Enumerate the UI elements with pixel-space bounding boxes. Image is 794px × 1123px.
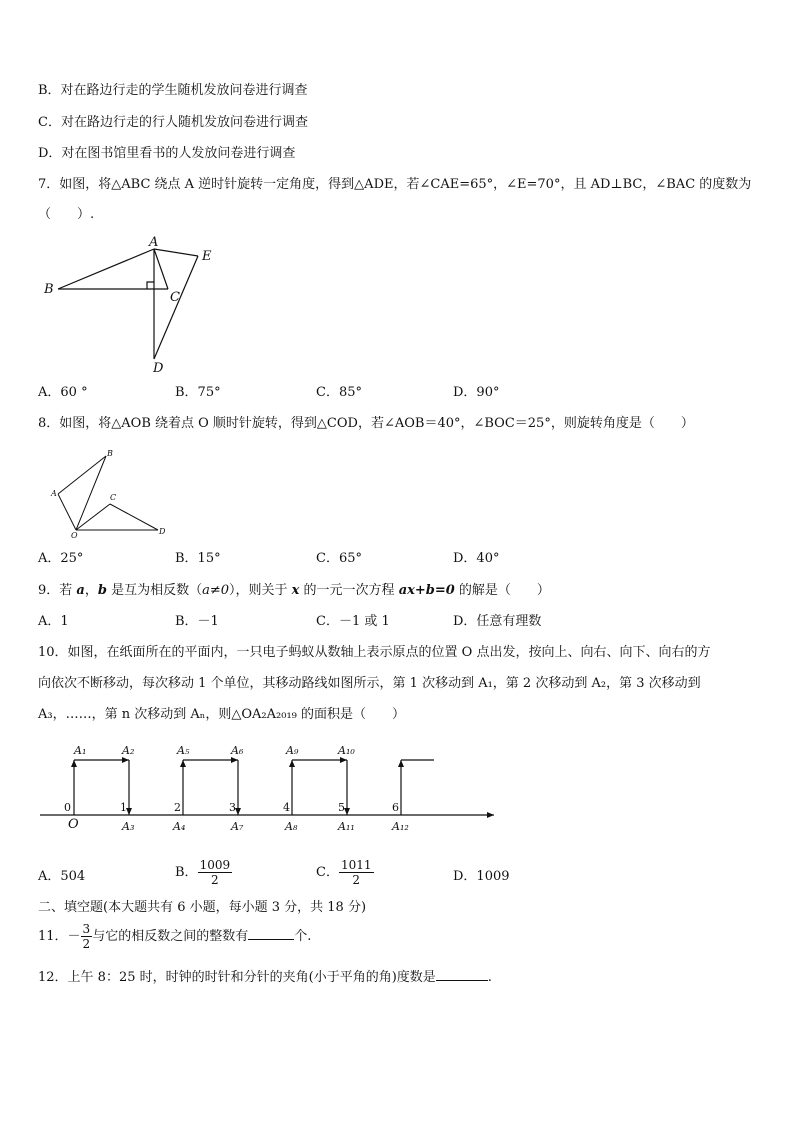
q7-segment-ac (154, 249, 168, 289)
q9-var-a: a (76, 583, 85, 598)
q9-equation: ax+b=0 (398, 583, 455, 598)
q8-option-a: A．25° (38, 551, 84, 566)
q11-numerator: 3 (82, 922, 91, 936)
q9-var-x: x (291, 583, 300, 598)
q9-option-c: C．－1 或 1 (316, 614, 390, 629)
q10-text-line1: 10．如图，在纸面所在的平面内，一只电子蚂蚁从数轴上表示原点的位置 O 点出发，按向上、向右、向下、向右的方 (38, 645, 711, 660)
q10-text-line3: A₃，……，第 n 次移动到 Aₙ，则△OA₂A₂₀₁₉ 的面积是（ ） (38, 707, 406, 722)
q12-text (38, 968, 492, 987)
q8-segment-cd (110, 504, 158, 530)
tick-5: 5 (338, 801, 345, 814)
q8-option-d: D．40° (453, 551, 500, 566)
q10-option-b-numerator: 1009 (199, 858, 231, 872)
q8-option-b: B．15° (175, 551, 221, 566)
tick-2: 2 (174, 801, 181, 814)
label-a7: A₇ (231, 820, 244, 833)
q10-option-c-prefix: C． (316, 865, 339, 880)
q10-option-b-prefix: B． (175, 865, 198, 880)
q12-answer-blank (436, 968, 488, 981)
q9-sep: ， (84, 583, 98, 598)
q9-var-b: b (97, 583, 107, 598)
q10-option-b (175, 858, 232, 887)
q10-option-c-numerator: 1011 (340, 858, 372, 872)
q9-mid3: 的一元一次方程 (299, 583, 399, 598)
q7-label-c: C (170, 290, 180, 305)
q9-option-b: B．－1 (175, 614, 219, 629)
label-a5: A₅ (177, 744, 190, 757)
q9-condition: a≠0 (202, 583, 230, 598)
q9-option-d: D．任意有理数 (453, 614, 542, 629)
q9-text (38, 582, 550, 600)
q10-option-c-denominator: 2 (352, 873, 361, 887)
q7-right-angle-mark (147, 282, 154, 289)
tick-4: 4 (283, 801, 290, 814)
q10-text-line2: 向依次不断移动，每次移动 1 个单位，其移动路线如图所示，第 1 次移动到 A₁，第 2 次移动到 A₂，第 3 次移动到 (38, 676, 701, 691)
q8-label-a: A (51, 489, 57, 498)
q8-figure (46, 446, 176, 542)
q6-option-c: C．对在路边行走的行人随机发放问卷进行调查 (38, 115, 308, 130)
q11-answer-blank (248, 927, 294, 940)
q10-option-a: A．504 (38, 869, 86, 884)
q9-mid: 是互为相反数（ (106, 583, 203, 598)
q7-label-e: E (202, 249, 212, 264)
tick-1: 1 (120, 801, 127, 814)
label-a12: A₁₂ (392, 820, 409, 833)
q7-option-b: B．75° (175, 385, 221, 400)
q11-denominator: 2 (82, 937, 91, 951)
q7-segment-ba (58, 249, 154, 289)
label-a1: A₁ (74, 744, 87, 757)
q9-mid2: ），则关于 (229, 583, 292, 598)
q8-label-c: C (110, 493, 117, 502)
q11-body: 与它的相反数之间的整数有 (92, 929, 249, 944)
q8-label-o: O (71, 531, 78, 540)
q12-suffix: . (487, 970, 492, 985)
q7-text-line1: 7．如图，将△ABC 绕点 A 逆时针旋转一定角度，得到△ADE，若∠CAE=65°，∠E=70°，且 AD⊥BC，∠BAC 的度数为 (38, 177, 752, 192)
q7-segment-ed (154, 256, 198, 359)
q11-fraction (81, 922, 93, 951)
q10-option-d: D．1009 (453, 869, 510, 884)
q8-text: 8．如图，将△AOB 绕着点 O 顺时针旋转，得到△COD，若∠AOB＝40°，∠BOC＝25°，则旋转角度是（ ） (38, 416, 694, 431)
label-a10: A₁₀ (338, 744, 355, 757)
section-title: 二、填空题(本大题共有 6 小题，每小题 3 分，共 18 分) (38, 900, 367, 915)
q7-label-b: B (44, 282, 54, 297)
q8-segment-oa (58, 494, 76, 530)
q7-figure (40, 232, 230, 378)
tick-6: 6 (392, 801, 399, 814)
q7-text-line2: （ ）. (38, 207, 95, 222)
q9-option-a: A．1 (38, 614, 69, 629)
q11-prefix: 11．－ (38, 929, 81, 944)
label-a11: A₁₁ (338, 820, 355, 833)
label-a9: A₉ (286, 744, 299, 757)
label-a4: A₄ (173, 820, 186, 833)
q9-suffix: 的解是（ ） (454, 583, 550, 598)
q10-option-c-fraction (339, 858, 374, 887)
origin-label: O (68, 817, 79, 832)
q9-prefix: 9．若 (38, 583, 77, 598)
q8-label-b: B (107, 449, 113, 458)
label-a6: A₆ (231, 744, 244, 757)
q7-option-a: A．60 ° (38, 385, 88, 400)
q11-text (38, 922, 311, 951)
label-a2: A₂ (122, 744, 135, 757)
tick-3: 3 (229, 801, 236, 814)
q8-option-c: C．65° (316, 551, 362, 566)
tick-0: 0 (64, 801, 71, 814)
q7-label-a: A (149, 235, 159, 250)
q11-suffix: 个. (294, 929, 312, 944)
q10-option-c (316, 858, 374, 887)
q7-option-c: C．85° (316, 385, 362, 400)
label-a8: A₈ (285, 820, 298, 833)
q8-label-d: D (159, 527, 166, 536)
q7-segment-ae (154, 249, 198, 256)
q7-label-d: D (153, 361, 164, 376)
q6-option-b: B．对在路边行走的学生随机发放问卷进行调查 (38, 83, 308, 98)
label-a3: A₃ (122, 820, 135, 833)
q12-body: 12．上午 8：25 时，时钟的时针和分针的夹角(小于平角的角)度数是 (38, 970, 436, 985)
q10-option-b-fraction (198, 858, 233, 887)
q6-option-d: D．对在图书馆里看书的人发放问卷进行调查 (38, 146, 296, 161)
q10-figure (36, 738, 506, 838)
q10-option-b-denominator: 2 (211, 873, 219, 887)
q7-option-d: D．90° (453, 385, 500, 400)
